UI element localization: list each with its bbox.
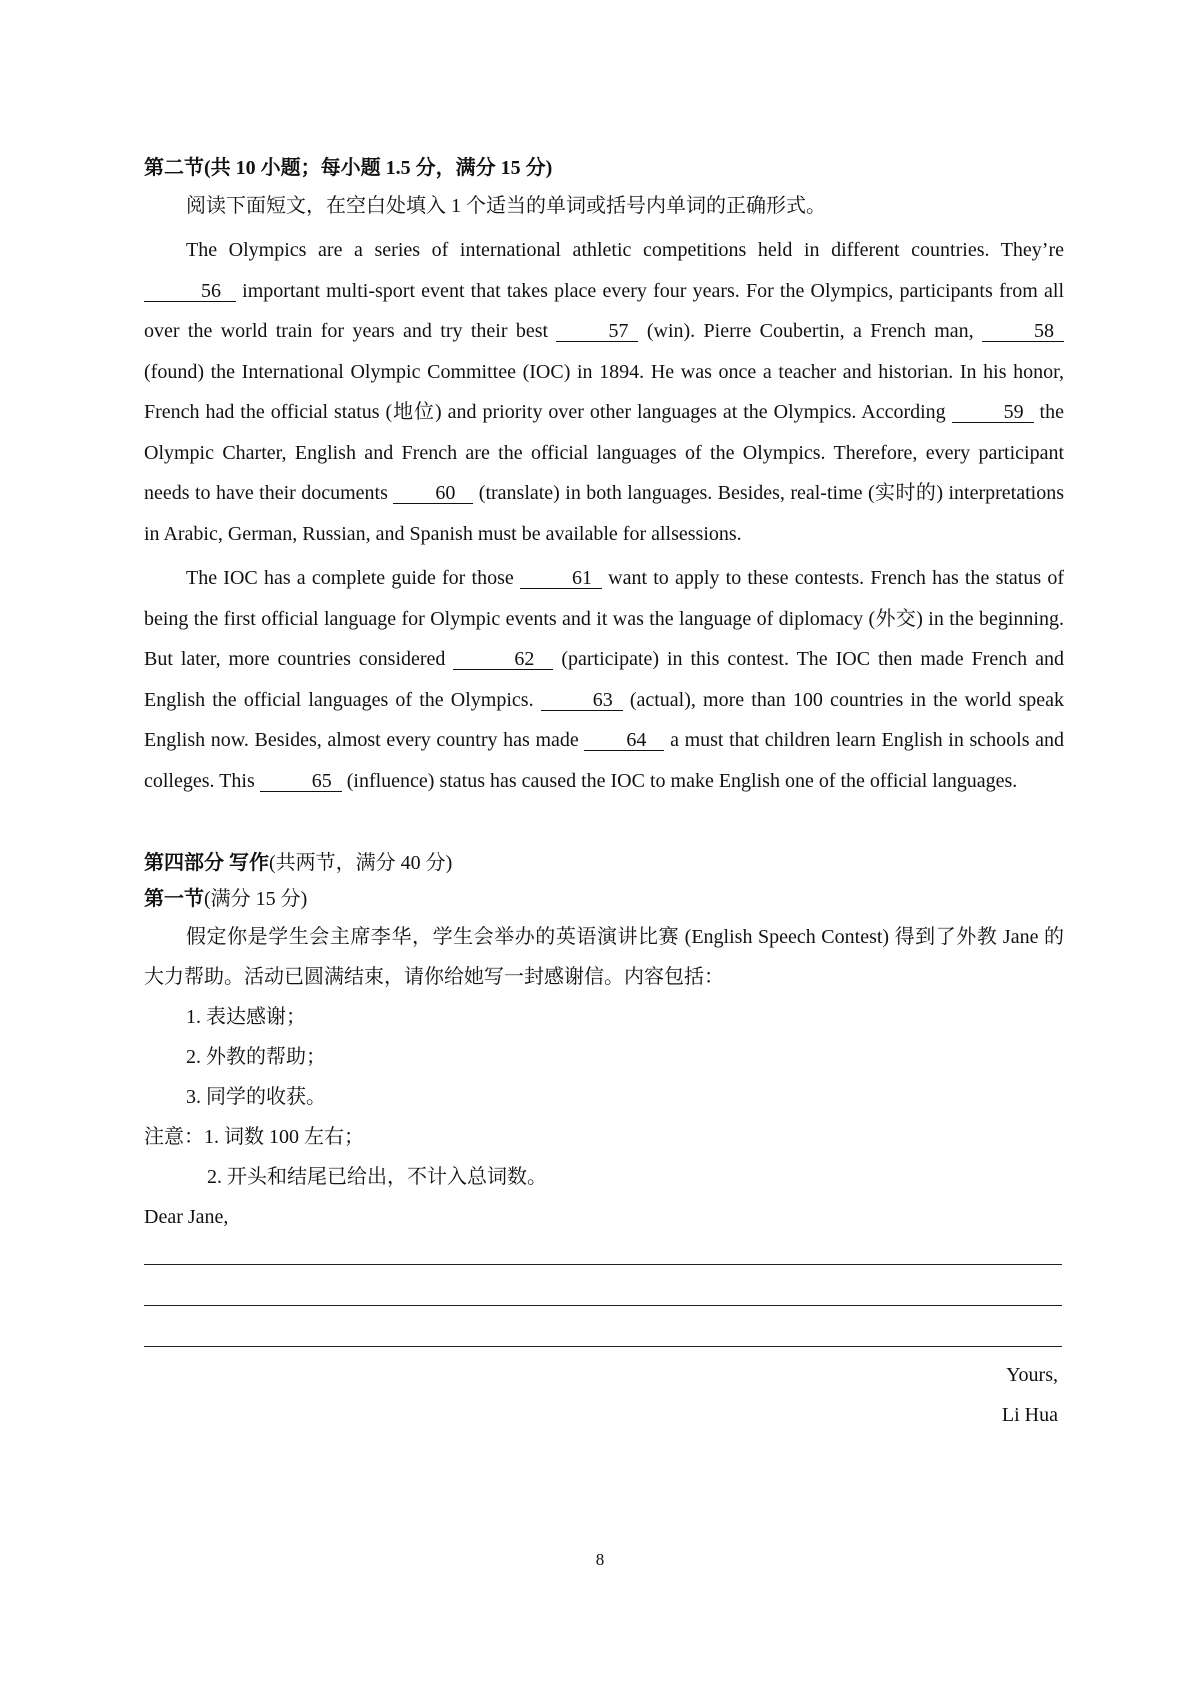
blank-64[interactable]: 64 — [584, 730, 664, 751]
note-opening-closing: 2. 开头和结尾已给出，不计入总词数。 — [207, 1166, 547, 1188]
blank-62[interactable]: 62 — [453, 649, 553, 670]
section2-instruction: 阅读下面短文，在空白处填入 1 个适当的单词或括号内单词的正确形式。 — [186, 195, 826, 217]
blank-63[interactable]: 63 — [541, 690, 623, 711]
part4-subheading — [144, 881, 1064, 917]
page-number: 8 — [595, 1550, 605, 1569]
passage-text: a must that children learn English in schools and colleges. This — [144, 729, 1064, 792]
list-item: 3. 同学的收获。 — [186, 1086, 326, 1108]
passage-text: (participate) in this contest. The IOC then made French and English the official languages of the Olympics. — [144, 648, 1064, 711]
blank-58[interactable]: 58 — [982, 321, 1064, 342]
passage-text: (found) the International Olympic Committee (IOC) in 1894. He was once a teacher and historian. In his honor, French had the official status (地位) and priority over other languages at the Olympics. According — [144, 360, 1064, 423]
section2-heading: 第二节(共 10 小题；每小题 1.5 分，满分 15 分) — [144, 157, 553, 179]
letter-greeting: Dear Jane, — [144, 1206, 229, 1228]
writing-line[interactable] — [144, 1265, 1062, 1306]
passage-text: (translate) in both languages. Besides, real-time (实时的) interpretations in Arabic, German, Russian, and Spanish must be available for allsessions. — [144, 482, 1064, 545]
passage-paragraph-1 — [144, 230, 1064, 554]
letter-signature: Li Hua — [1001, 1404, 1058, 1426]
list-item: 1. 表达感谢； — [186, 1006, 306, 1028]
passage-text: The Olympics are a series of international athletic competitions held in different countries. They’re — [186, 239, 1064, 261]
blank-57[interactable]: 57 — [556, 321, 638, 342]
part4-subheading-rest: (满分 15 分) — [204, 888, 308, 910]
letter-closing: Yours, — [1006, 1364, 1058, 1386]
passage-text: (actual), more than 100 countries in the world speak English now. Besides, almost every country has made — [144, 688, 1064, 751]
writing-line[interactable] — [144, 1306, 1062, 1347]
blank-61[interactable]: 61 — [520, 568, 602, 589]
passage-text: important multi-sport event that takes place every four years. For the Olympics, participants from all over the world train for years and try their best — [144, 279, 1064, 342]
part4-heading-rest: (共两节，满分 40 分) — [269, 852, 453, 874]
passage-text: (influence) status has caused the IOC to make English one of the official languages. — [341, 769, 1018, 792]
passage-paragraph-2 — [144, 558, 1064, 801]
part4-writing — [144, 845, 1064, 1435]
passage-text: the Olympic Charter, English and French are the official languages of the Olympics. Therefore, every participant needs to have their documents — [144, 401, 1064, 504]
blank-65[interactable]: 65 — [260, 771, 342, 792]
list-item: 2. 外教的帮助； — [186, 1046, 326, 1068]
passage-text: (win). Pierre Coubertin, a French man, — [638, 320, 982, 342]
writing-line[interactable] — [144, 1237, 1062, 1265]
passage-text: want to apply to these contests. French has the status of being the first official language for Olympic events and it was the language of diplomacy (外交) in the beginning. But later, more countries considered — [144, 567, 1064, 670]
blank-56[interactable]: 56 — [144, 281, 236, 302]
part4-heading — [144, 845, 1064, 881]
writing-prompt: 假定你是学生会主席李华，学生会举办的英语演讲比赛 (English Speech Contest) 得到了外教 Jane 的大力帮助。活动已圆满结束，请你给她写一封感谢信。内容包括： — [144, 926, 1064, 988]
blank-60[interactable]: 60 — [393, 483, 473, 504]
passage-text: The IOC has a complete guide for those — [186, 567, 520, 589]
note-word-count: 注意：1. 词数 100 左右； — [144, 1126, 364, 1148]
part4-heading-bold: 第四部分 写作 — [144, 852, 269, 874]
exam-page — [144, 150, 1064, 1435]
part4-subheading-bold: 第一节 — [144, 888, 204, 910]
blank-59[interactable]: 59 — [952, 402, 1034, 423]
